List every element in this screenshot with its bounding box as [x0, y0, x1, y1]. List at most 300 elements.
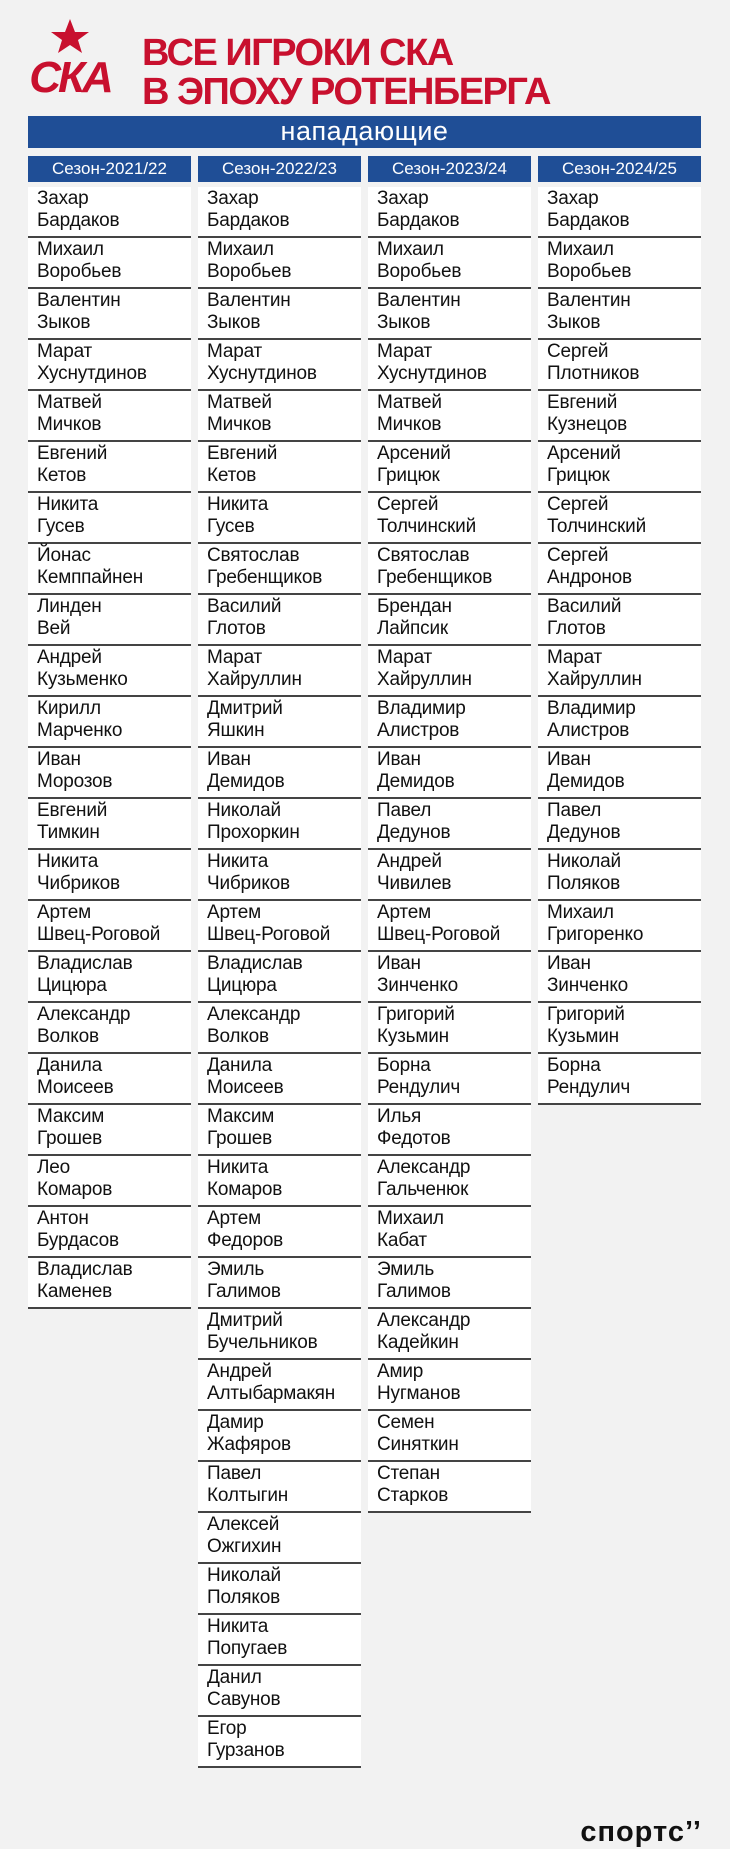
player-cell: [28, 646, 191, 697]
player-first-name: Михаил: [547, 902, 614, 923]
players-list: [198, 187, 361, 1768]
player-first-name: Евгений: [207, 443, 278, 464]
player-last-name: Бардаков: [37, 210, 120, 231]
player-last-name: Алистров: [377, 720, 460, 741]
player-last-name: Воробьев: [377, 261, 462, 282]
player-cell: [198, 1105, 361, 1156]
player-cell: [538, 391, 701, 442]
player-cell: [368, 493, 531, 544]
player-first-name: Михаил: [377, 1208, 444, 1229]
player-last-name: Марченко: [37, 720, 123, 741]
player-first-name: Владимир: [377, 698, 466, 719]
player-cell: [198, 901, 361, 952]
player-cell: [28, 901, 191, 952]
player-cell: [198, 952, 361, 1003]
player-cell: [368, 340, 531, 391]
player-cell: [538, 952, 701, 1003]
player-last-name: Андронов: [547, 567, 632, 588]
player-last-name: Кадейкин: [377, 1332, 459, 1353]
player-last-name: Дедунов: [547, 822, 621, 843]
player-last-name: Моисеев: [207, 1077, 284, 1098]
season-header: Сезон-2022/23: [198, 156, 361, 182]
player-last-name: Волков: [207, 1026, 269, 1047]
player-first-name: Михаил: [207, 239, 274, 260]
sports-logo: спортс’’: [580, 1816, 702, 1848]
player-last-name: Галимов: [377, 1281, 451, 1302]
player-first-name: Брендан: [377, 596, 452, 617]
player-last-name: Гребенщиков: [207, 567, 323, 588]
player-last-name: Грошев: [37, 1128, 103, 1149]
player-cell: [198, 544, 361, 595]
player-first-name: Йонас: [37, 545, 91, 566]
player-last-name: Вей: [37, 618, 71, 639]
player-last-name: Кетов: [37, 465, 87, 486]
player-cell: [28, 391, 191, 442]
player-cell: [28, 850, 191, 901]
player-first-name: Никита: [37, 494, 99, 515]
player-last-name: Кабат: [377, 1230, 427, 1251]
player-last-name: Бардаков: [207, 210, 290, 231]
player-last-name: Алтыбармакян: [207, 1383, 336, 1404]
player-first-name: Никита: [207, 494, 269, 515]
player-last-name: Зинченко: [547, 975, 629, 996]
player-first-name: Артем: [377, 902, 431, 923]
player-first-name: Матвей: [377, 392, 442, 413]
player-last-name: Кузьмин: [547, 1026, 619, 1047]
player-cell: [28, 1003, 191, 1054]
player-first-name: Матвей: [37, 392, 102, 413]
players-list: [28, 187, 191, 1309]
player-last-name: Хуснутдинов: [207, 363, 317, 384]
player-first-name: Иван: [547, 749, 591, 770]
player-cell: [198, 595, 361, 646]
player-cell: [28, 1105, 191, 1156]
player-cell: [198, 1360, 361, 1411]
player-last-name: Нугманов: [377, 1383, 461, 1404]
players-list: [368, 187, 531, 1513]
player-last-name: Тимкин: [37, 822, 100, 843]
player-first-name: Арсений: [547, 443, 621, 464]
player-cell: [538, 187, 701, 238]
player-last-name: Мичков: [37, 414, 102, 435]
player-last-name: Жафяров: [207, 1434, 291, 1455]
player-cell: [368, 748, 531, 799]
player-last-name: Поляков: [207, 1587, 280, 1608]
player-last-name: Плотников: [547, 363, 640, 384]
player-cell: [28, 340, 191, 391]
player-cell: [538, 748, 701, 799]
player-last-name: Зыков: [207, 312, 261, 333]
player-last-name: Колтыгин: [207, 1485, 289, 1506]
logo-text: СКА: [29, 53, 111, 96]
player-last-name: Ожгихин: [207, 1536, 282, 1557]
player-cell: [28, 1054, 191, 1105]
player-first-name: Павел: [547, 800, 602, 821]
player-first-name: Николай: [207, 1565, 281, 1586]
player-first-name: Владимир: [547, 698, 636, 719]
player-first-name: Артем: [207, 902, 261, 923]
player-last-name: Синяткин: [377, 1434, 459, 1455]
player-first-name: Матвей: [207, 392, 272, 413]
player-cell: [198, 442, 361, 493]
player-last-name: Прохоркин: [207, 822, 300, 843]
player-cell: [198, 1258, 361, 1309]
player-last-name: Воробьев: [547, 261, 632, 282]
player-last-name: Волков: [37, 1026, 99, 1047]
player-first-name: Иван: [207, 749, 251, 770]
player-first-name: Владислав: [37, 1259, 133, 1280]
player-first-name: Святослав: [377, 545, 470, 566]
player-first-name: Эмиль: [207, 1259, 265, 1280]
player-last-name: Зинченко: [377, 975, 459, 996]
player-cell: [368, 901, 531, 952]
player-first-name: Павел: [377, 800, 432, 821]
player-cell: [198, 187, 361, 238]
player-last-name: Кузнецов: [547, 414, 628, 435]
player-last-name: Морозов: [37, 771, 113, 792]
player-last-name: Грицюк: [377, 465, 440, 486]
player-first-name: Антон: [37, 1208, 89, 1229]
player-cell: [538, 442, 701, 493]
player-cell: [368, 442, 531, 493]
player-first-name: Дмитрий: [207, 1310, 283, 1331]
player-cell: [28, 442, 191, 493]
player-last-name: Яшкин: [207, 720, 265, 741]
player-cell: [28, 187, 191, 238]
player-last-name: Рендулич: [377, 1077, 461, 1098]
player-cell: [368, 391, 531, 442]
player-cell: [198, 1564, 361, 1615]
player-cell: [198, 646, 361, 697]
ska-logo: [20, 18, 120, 96]
player-last-name: Хайруллин: [547, 669, 642, 690]
player-last-name: Гусев: [37, 516, 85, 537]
player-cell: [198, 1615, 361, 1666]
player-cell: [538, 850, 701, 901]
player-cell: [28, 1156, 191, 1207]
players-list: [538, 187, 701, 1105]
player-cell: [28, 799, 191, 850]
player-cell: [198, 1054, 361, 1105]
player-last-name: Швец-Роговой: [37, 924, 161, 945]
player-cell: [368, 1003, 531, 1054]
player-last-name: Зыков: [37, 312, 91, 333]
player-first-name: Марат: [547, 647, 603, 668]
player-first-name: Степан: [377, 1463, 440, 1484]
player-last-name: Гребенщиков: [377, 567, 493, 588]
player-cell: [368, 850, 531, 901]
player-cell: [368, 1309, 531, 1360]
player-last-name: Хуснутдинов: [377, 363, 487, 384]
player-cell: [198, 1156, 361, 1207]
player-cell: [28, 1258, 191, 1309]
player-cell: [198, 391, 361, 442]
player-cell: [368, 697, 531, 748]
player-last-name: Грицюк: [547, 465, 610, 486]
player-cell: [368, 1105, 531, 1156]
title-line-2: В ЭПОХУ РОТЕНБЕРГА: [142, 71, 550, 113]
player-first-name: Артем: [37, 902, 91, 923]
season-header: Сезон-2021/22: [28, 156, 191, 182]
player-first-name: Иван: [377, 749, 421, 770]
player-last-name: Глотов: [547, 618, 606, 639]
player-cell: [538, 493, 701, 544]
player-first-name: Захар: [37, 188, 89, 209]
player-first-name: Иван: [547, 953, 591, 974]
player-first-name: Марат: [377, 341, 433, 362]
player-first-name: Сергей: [377, 494, 439, 515]
player-last-name: Демидов: [207, 771, 285, 792]
player-last-name: Комаров: [207, 1179, 283, 1200]
player-last-name: Демидов: [377, 771, 455, 792]
player-first-name: Илья: [377, 1106, 422, 1127]
player-last-name: Толчинский: [377, 516, 476, 537]
player-cell: [198, 1666, 361, 1717]
player-first-name: Владислав: [207, 953, 303, 974]
player-cell: [368, 646, 531, 697]
player-first-name: Евгений: [37, 800, 108, 821]
player-first-name: Арсений: [377, 443, 451, 464]
player-last-name: Старков: [377, 1485, 449, 1506]
player-cell: [538, 340, 701, 391]
player-last-name: Толчинский: [547, 516, 646, 537]
player-first-name: Данила: [37, 1055, 102, 1076]
player-last-name: Кемппайнен: [37, 567, 144, 588]
player-last-name: Кетов: [207, 465, 257, 486]
player-last-name: Григоренко: [547, 924, 644, 945]
player-last-name: Каменев: [37, 1281, 113, 1302]
player-first-name: Данила: [207, 1055, 272, 1076]
player-last-name: Грошев: [207, 1128, 273, 1149]
player-first-name: Иван: [377, 953, 421, 974]
player-first-name: Борна: [377, 1055, 431, 1076]
player-last-name: Кузьменко: [37, 669, 128, 690]
player-cell: [368, 1411, 531, 1462]
player-first-name: Валентин: [207, 290, 291, 311]
player-cell: [198, 1513, 361, 1564]
player-first-name: Максим: [37, 1106, 105, 1127]
player-first-name: Андрей: [207, 1361, 272, 1382]
player-last-name: Попугаев: [207, 1638, 288, 1659]
player-cell: [28, 1207, 191, 1258]
player-cell: [198, 1717, 361, 1768]
player-first-name: Егор: [207, 1718, 247, 1739]
player-first-name: Данил: [207, 1667, 262, 1688]
season-column-2022-23: [198, 156, 361, 1768]
player-last-name: Бардаков: [377, 210, 460, 231]
player-cell: [368, 289, 531, 340]
player-cell: [368, 238, 531, 289]
player-last-name: Гальченюк: [377, 1179, 469, 1200]
player-last-name: Швец-Роговой: [377, 924, 501, 945]
player-cell: [28, 952, 191, 1003]
player-last-name: Воробьев: [207, 261, 292, 282]
player-cell: [198, 799, 361, 850]
player-cell: [198, 1003, 361, 1054]
player-last-name: Мичков: [207, 414, 272, 435]
player-first-name: Евгений: [547, 392, 618, 413]
player-last-name: Федотов: [377, 1128, 451, 1149]
player-last-name: Рендулич: [547, 1077, 631, 1098]
player-last-name: Воробьев: [37, 261, 122, 282]
player-last-name: Мичков: [377, 414, 442, 435]
player-last-name: Цицюра: [207, 975, 277, 996]
player-first-name: Иван: [37, 749, 81, 770]
player-last-name: Зыков: [547, 312, 601, 333]
player-cell: [368, 1258, 531, 1309]
player-cell: [368, 1207, 531, 1258]
star-icon: [51, 19, 89, 53]
season-column-2023-24: [368, 156, 531, 1513]
player-cell: [368, 595, 531, 646]
player-cell: [28, 238, 191, 289]
player-last-name: Бардаков: [547, 210, 630, 231]
player-cell: [538, 595, 701, 646]
player-first-name: Захар: [547, 188, 599, 209]
player-last-name: Хайруллин: [207, 669, 302, 690]
player-cell: [28, 493, 191, 544]
player-first-name: Сергей: [547, 545, 609, 566]
player-last-name: Цицюра: [37, 975, 107, 996]
player-first-name: Андрей: [377, 851, 442, 872]
player-cell: [538, 1003, 701, 1054]
player-last-name: Лайпсик: [377, 618, 448, 639]
player-first-name: Андрей: [37, 647, 102, 668]
player-first-name: Захар: [377, 188, 429, 209]
player-cell: [198, 850, 361, 901]
player-last-name: Комаров: [37, 1179, 113, 1200]
player-first-name: Евгений: [37, 443, 108, 464]
player-first-name: Захар: [207, 188, 259, 209]
player-first-name: Сергей: [547, 494, 609, 515]
player-first-name: Александр: [37, 1004, 131, 1025]
player-cell: [368, 1156, 531, 1207]
player-cell: [198, 1309, 361, 1360]
player-first-name: Павел: [207, 1463, 262, 1484]
player-first-name: Валентин: [547, 290, 631, 311]
player-first-name: Никита: [37, 851, 99, 872]
player-last-name: Поляков: [547, 873, 620, 894]
player-cell: [368, 1360, 531, 1411]
player-last-name: Галимов: [207, 1281, 281, 1302]
player-first-name: Никита: [207, 851, 269, 872]
player-cell: [198, 1207, 361, 1258]
season-column-2024-25: [538, 156, 701, 1105]
player-cell: [198, 493, 361, 544]
player-first-name: Григорий: [547, 1004, 625, 1025]
player-first-name: Василий: [547, 596, 622, 617]
player-first-name: Александр: [377, 1310, 471, 1331]
player-last-name: Гусев: [207, 516, 255, 537]
player-first-name: Михаил: [547, 239, 614, 260]
player-last-name: Федоров: [207, 1230, 284, 1251]
player-cell: [368, 952, 531, 1003]
player-first-name: Никита: [207, 1157, 269, 1178]
player-first-name: Святослав: [207, 545, 300, 566]
player-first-name: Григорий: [377, 1004, 455, 1025]
player-cell: [368, 799, 531, 850]
player-last-name: Зыков: [377, 312, 431, 333]
player-cell: [198, 748, 361, 799]
page-title: [142, 34, 550, 112]
title-line-1: ВСЕ ИГРОКИ СКА: [142, 32, 453, 74]
player-cell: [28, 697, 191, 748]
player-cell: [28, 544, 191, 595]
player-first-name: Дмитрий: [207, 698, 283, 719]
player-cell: [198, 289, 361, 340]
player-cell: [538, 544, 701, 595]
season-header: Сезон-2024/25: [538, 156, 701, 182]
player-last-name: Дедунов: [377, 822, 451, 843]
player-cell: [198, 1462, 361, 1513]
player-first-name: Никита: [207, 1616, 269, 1637]
player-first-name: Марат: [37, 341, 93, 362]
player-last-name: Моисеев: [37, 1077, 114, 1098]
player-first-name: Эмиль: [377, 1259, 435, 1280]
player-first-name: Борна: [547, 1055, 601, 1076]
player-first-name: Линден: [37, 596, 102, 617]
player-cell: [368, 1462, 531, 1513]
player-first-name: Дамир: [207, 1412, 264, 1433]
player-cell: [28, 748, 191, 799]
player-last-name: Глотов: [207, 618, 266, 639]
player-last-name: Гурзанов: [207, 1740, 285, 1761]
player-first-name: Валентин: [37, 290, 121, 311]
player-first-name: Василий: [207, 596, 282, 617]
player-first-name: Лео: [37, 1157, 71, 1178]
player-last-name: Савунов: [207, 1689, 281, 1710]
player-cell: [538, 289, 701, 340]
player-last-name: Чибриков: [37, 873, 120, 894]
player-first-name: Марат: [207, 341, 263, 362]
player-first-name: Михаил: [37, 239, 104, 260]
player-cell: [538, 646, 701, 697]
player-cell: [198, 340, 361, 391]
player-first-name: Артем: [207, 1208, 261, 1229]
player-cell: [538, 799, 701, 850]
player-last-name: Хайруллин: [377, 669, 472, 690]
player-first-name: Владислав: [37, 953, 133, 974]
player-first-name: Алексей: [207, 1514, 280, 1535]
player-last-name: Демидов: [547, 771, 625, 792]
player-last-name: Хуснутдинов: [37, 363, 147, 384]
player-last-name: Чивилев: [377, 873, 452, 894]
player-cell: [368, 187, 531, 238]
player-first-name: Николай: [547, 851, 621, 872]
player-cell: [538, 697, 701, 748]
player-cell: [538, 238, 701, 289]
player-cell: [538, 1054, 701, 1105]
player-cell: [198, 697, 361, 748]
player-last-name: Бурдасов: [37, 1230, 119, 1251]
season-column-2021-22: [28, 156, 191, 1309]
player-first-name: Амир: [377, 1361, 424, 1382]
player-first-name: Семен: [377, 1412, 435, 1433]
player-last-name: Алистров: [547, 720, 630, 741]
player-last-name: Бучельников: [207, 1332, 318, 1353]
player-last-name: Швец-Роговой: [207, 924, 331, 945]
season-header: Сезон-2023/24: [368, 156, 531, 182]
player-first-name: Сергей: [547, 341, 609, 362]
player-first-name: Валентин: [377, 290, 461, 311]
player-first-name: Максим: [207, 1106, 275, 1127]
player-cell: [198, 1411, 361, 1462]
player-first-name: Николай: [207, 800, 281, 821]
player-first-name: Александр: [377, 1157, 471, 1178]
player-cell: [28, 289, 191, 340]
section-banner: нападающие: [28, 116, 701, 148]
player-cell: [28, 595, 191, 646]
